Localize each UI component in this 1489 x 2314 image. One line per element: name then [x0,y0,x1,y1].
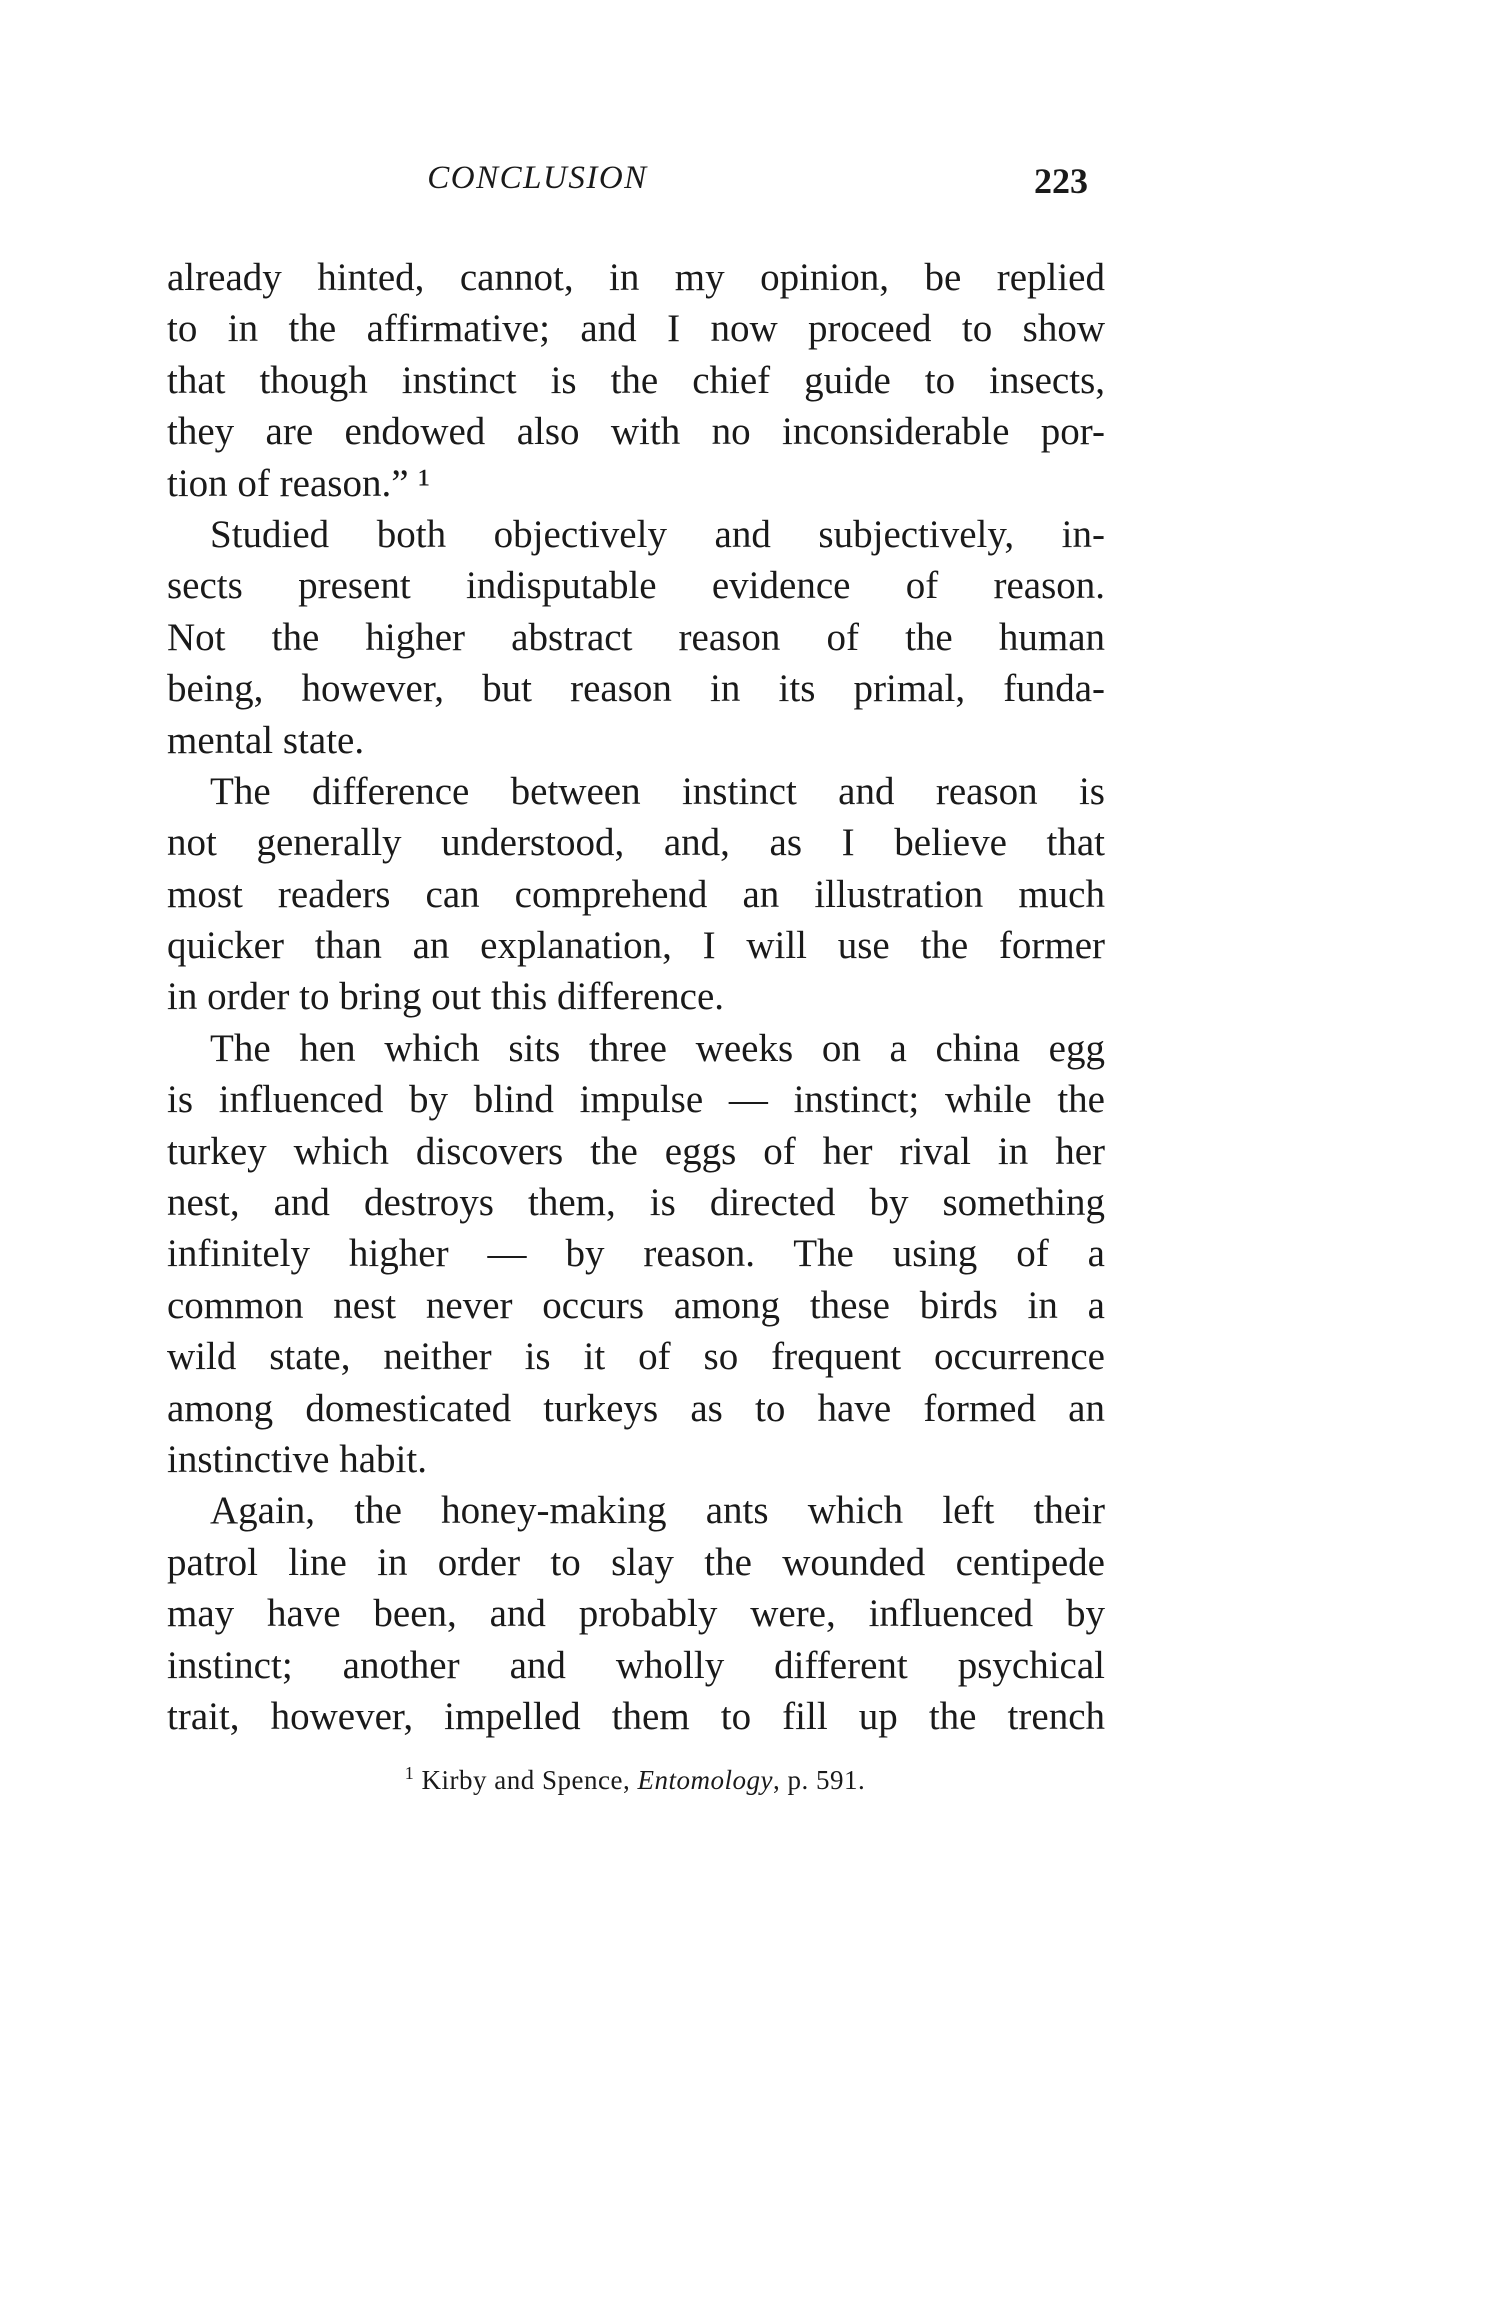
text-line: instinctive habit. [167,1437,427,1481]
text-line: they are endowed also with no inconsiderable por- [167,410,1105,454]
text-line: Not the higher abstract reason of the human [167,615,1105,659]
text-line: trait, however, impelled them to fill up the trench [167,1694,1105,1738]
footnote [0,1763,1270,1796]
text-line: among domesticated turkeys as to have formed an [167,1386,1105,1430]
text-line: mental state. [167,718,365,762]
text-line: already hinted, cannot, in my opinion, be replied [167,256,1105,299]
text-line: tion of reason.” ¹ [167,461,430,505]
running-title: CONCLUSION [427,160,648,196]
text-line: Studied both objectively and subjectively, in- [210,512,1105,556]
text-line: Again, the honey-making ants which left their [210,1489,1105,1533]
text-line: in order to bring out this difference. [167,975,725,1019]
text-line: to in the affirmative; and I now proceed to show [167,307,1105,351]
text-line: is influenced by blind impulse — instinct; while the [167,1078,1105,1122]
text-line: The hen which sits three weeks on a china egg [210,1026,1105,1070]
text-line: not generally understood, and, as I believe that [167,821,1105,865]
text-line: nest, and destroys them, is directed by something [167,1181,1105,1225]
text-line: most readers can comprehend an illustration much [167,872,1105,916]
page-header [0,160,1489,210]
text-line: common nest never occurs among these birds in a [167,1283,1105,1327]
text-line: instinct; another and wholly different psychical [167,1643,1105,1687]
text-line: quicker than an explanation, I will use the former [167,924,1105,968]
footnote-marker: 1 [404,1763,415,1783]
footnote-text-after: , p. 591. [772,1765,866,1795]
footnote-title: Entomology [637,1765,773,1795]
text-line: that though instinct is the chief guide to insects, [167,358,1105,402]
text-line: The difference between instinct and reason is [210,769,1105,813]
text-line: may have been, and probably were, influenced by [167,1592,1105,1636]
text-line: sects present indisputable evidence of reason. [167,564,1105,608]
text-line: wild state, neither is it of so frequent occurrence [167,1335,1105,1379]
footnote-text-before: Kirby and Spence, [421,1765,638,1795]
text-line: patrol line in order to slay the wounded centipede [167,1540,1105,1584]
text-line: infinitely higher — by reason. The using of a [167,1232,1105,1276]
text-line: being, however, but reason in its primal, funda- [167,667,1105,711]
page-number: 223 [1034,161,1088,201]
text-line: turkey which discovers the eggs of her rival in her [167,1129,1105,1173]
body-text [167,252,1105,1742]
